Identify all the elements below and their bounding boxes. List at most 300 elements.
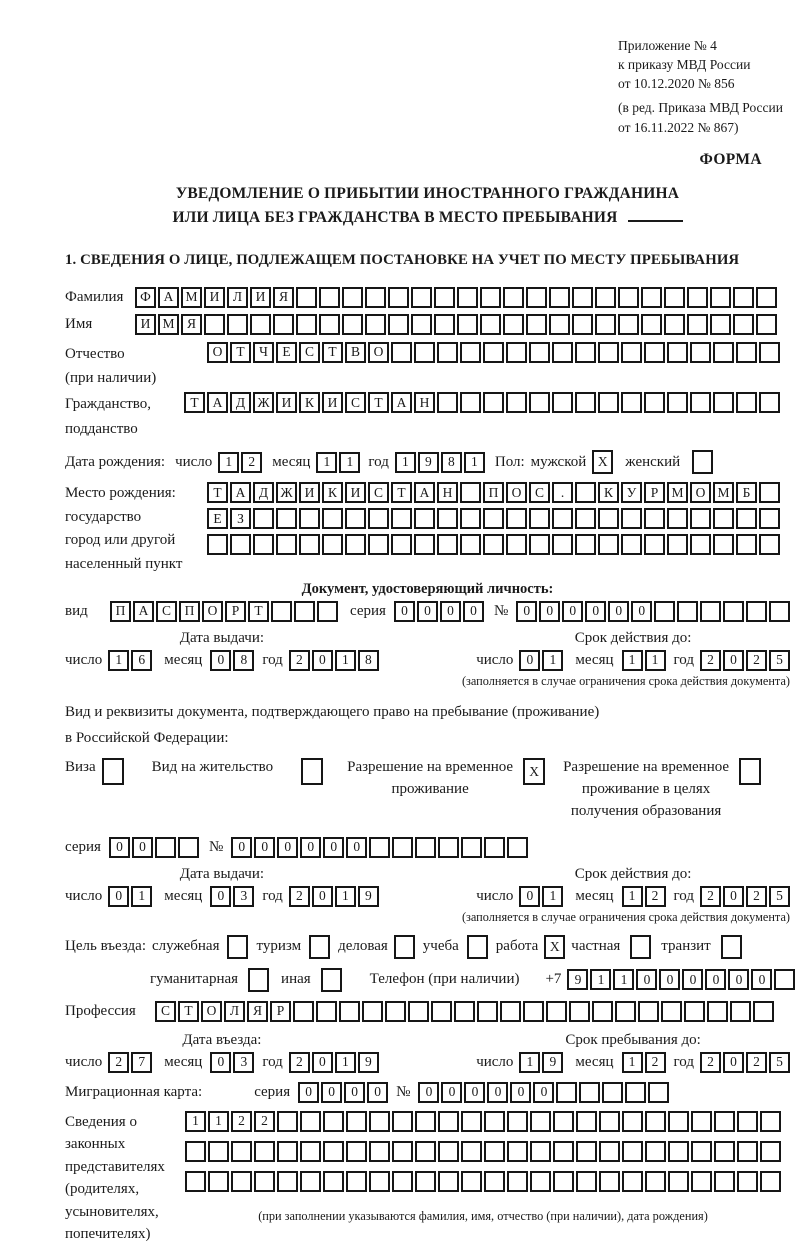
form-cell: Е — [207, 508, 228, 529]
form-cell — [598, 342, 619, 363]
name-row — [65, 314, 790, 335]
form-cell — [759, 508, 780, 529]
form-cell — [411, 287, 432, 308]
form-cell — [707, 1001, 728, 1022]
form-cell: 0 — [323, 837, 344, 858]
form-cell — [339, 1001, 360, 1022]
form-cell: Т — [230, 342, 251, 363]
form-cell — [484, 1171, 505, 1192]
purpose-business-label: деловая — [338, 938, 388, 954]
form-cell: П — [110, 601, 131, 622]
form-cell — [391, 342, 412, 363]
form-cell: 0 — [109, 837, 130, 858]
day-label: число — [175, 453, 213, 470]
form-cell: 3 — [233, 1052, 254, 1073]
form-cell — [461, 837, 482, 858]
form-cell: 5 — [769, 1052, 790, 1073]
form-cell — [598, 534, 619, 555]
year-label: год — [673, 651, 694, 668]
form-cell — [321, 968, 342, 992]
form-cell: 8 — [358, 650, 379, 671]
form-cell: Ч — [253, 342, 274, 363]
temp-permit-checkbox — [523, 758, 545, 785]
expiry-date-group — [476, 866, 790, 907]
form-cell: 2 — [746, 886, 767, 907]
sex-male-checkbox — [592, 450, 613, 474]
form-cell — [204, 314, 225, 335]
phone-cells — [567, 969, 795, 990]
form-cell — [277, 1171, 298, 1192]
form-cell: 1 — [395, 452, 416, 473]
form-cell — [365, 314, 386, 335]
form-cell — [592, 1001, 613, 1022]
form-title-line2: ИЛИ ЛИЦА БЕЗ ГРАЖДАНСТВА В МЕСТО ПРЕБЫВАНИЯ — [65, 206, 790, 230]
form-cell: X — [544, 935, 565, 959]
form-cell: О — [202, 601, 223, 622]
identity-doc-header: Документ, удостоверяющий личность: — [301, 580, 554, 597]
form-cell — [645, 1171, 666, 1192]
form-cell — [530, 1171, 551, 1192]
form-cell — [248, 968, 269, 992]
form-cell — [690, 534, 711, 555]
form-cell: 2 — [254, 1111, 275, 1132]
form-cell — [388, 314, 409, 335]
form-cell: 0 — [312, 886, 333, 907]
form-cell — [345, 508, 366, 529]
form-cell: 0 — [519, 650, 540, 671]
restriction-note: (заполняется в случае ограничения срока действия документа) — [461, 673, 790, 688]
residence-doc-series-row — [65, 837, 790, 858]
form-cell — [484, 837, 505, 858]
form-cell — [668, 1141, 689, 1162]
form-cell: С — [345, 392, 366, 413]
form-cell: И — [204, 287, 225, 308]
form-cell: М — [181, 287, 202, 308]
series-label: серия — [254, 1083, 291, 1100]
appendix-line: к приказу МВД России — [618, 57, 751, 73]
form-cell: 2 — [746, 650, 767, 671]
form-cell — [414, 508, 435, 529]
series-label: серия — [65, 838, 101, 855]
form-cell — [641, 287, 662, 308]
form-cell: 2 — [289, 1052, 310, 1073]
stay-month-cells — [622, 1052, 666, 1073]
form-cell — [530, 1141, 551, 1162]
form-cell: Я — [247, 1001, 268, 1022]
identity-doc-row — [65, 601, 790, 622]
form-cell — [736, 342, 757, 363]
form-cell: 0 — [231, 837, 252, 858]
form-cell — [296, 287, 317, 308]
form-cell: 0 — [298, 1082, 319, 1103]
form-cell — [461, 1111, 482, 1132]
form-cell: 0 — [108, 886, 129, 907]
form-cell — [692, 450, 713, 474]
profession-label: Профессия — [65, 1002, 136, 1019]
form-cell: 2 — [231, 1111, 252, 1132]
form-cell: 7 — [131, 1052, 152, 1073]
form-cell — [503, 287, 524, 308]
form-cell — [457, 314, 478, 335]
form-cell: 1 — [622, 886, 643, 907]
doc-kind-label: вид — [65, 602, 88, 619]
representatives-row3 — [185, 1171, 781, 1192]
form-cell — [507, 1141, 528, 1162]
day-label: число — [476, 887, 514, 904]
purpose-transit-label: транзит — [661, 938, 711, 954]
residence-permit-label: Вид на жительство — [151, 759, 274, 776]
purpose-transit-checkbox — [721, 935, 742, 959]
form-cell: X — [523, 758, 545, 785]
form-cell — [622, 1111, 643, 1132]
form-cell: 1 — [622, 1052, 643, 1073]
form-cell — [759, 482, 780, 503]
form-cell — [346, 1141, 367, 1162]
form-cell — [523, 1001, 544, 1022]
day-label: число — [65, 1053, 103, 1070]
form-cell — [529, 508, 550, 529]
form-cell: 0 — [519, 886, 540, 907]
form-cell — [438, 837, 459, 858]
form-cell — [460, 534, 481, 555]
form-cell — [598, 392, 619, 413]
purpose-private-checkbox — [630, 935, 651, 959]
form-cell — [644, 342, 665, 363]
res-expiry-day-cells — [519, 886, 563, 907]
form-cell — [484, 1111, 505, 1132]
number-label: № — [493, 602, 509, 619]
day-label: число — [476, 1053, 514, 1070]
form-cell: 0 — [254, 837, 275, 858]
form-cell: К — [322, 482, 343, 503]
form-cell — [710, 314, 731, 335]
form-cell — [437, 534, 458, 555]
appendix-line: (в ред. Приказа МВД России — [618, 100, 783, 116]
form-cell: 0 — [533, 1082, 554, 1103]
surname-label: Фамилия — [65, 288, 124, 305]
form-cell: 0 — [723, 1052, 744, 1073]
form-cell: 0 — [394, 601, 415, 622]
birth-place-block — [65, 482, 790, 577]
form-cell — [480, 287, 501, 308]
form-cell — [621, 342, 642, 363]
form-cell: 0 — [321, 1082, 342, 1103]
form-cell: 1 — [335, 886, 356, 907]
form-word-label: ФОРМА — [699, 150, 762, 168]
form-cell — [526, 314, 547, 335]
citizenship-cells — [184, 392, 780, 413]
patronymic-cells — [207, 342, 780, 363]
form-cell — [690, 342, 711, 363]
form-cell: И — [250, 287, 271, 308]
form-cell — [346, 1171, 367, 1192]
form-cell: Е — [276, 342, 297, 363]
form-cell: О — [506, 482, 527, 503]
birth-place-row1 — [207, 482, 780, 503]
birth-place-cells — [207, 482, 780, 555]
form-cell: У — [621, 482, 642, 503]
form-cell: 0 — [277, 837, 298, 858]
form-cell: 0 — [210, 650, 231, 671]
form-cell: 2 — [700, 1052, 721, 1073]
form-cell: 0 — [210, 886, 231, 907]
purpose-business-checkbox — [394, 935, 415, 959]
form-cell — [575, 482, 596, 503]
form-cell: М — [158, 314, 179, 335]
form-cell — [667, 392, 688, 413]
form-cell — [677, 601, 698, 622]
form-cell: М — [713, 482, 734, 503]
sex-label: Пол: — [494, 453, 525, 470]
form-cell — [323, 1111, 344, 1132]
form-cell: 1 — [185, 1111, 206, 1132]
form-title — [65, 182, 790, 230]
form-cell — [753, 1001, 774, 1022]
form-cell — [437, 392, 458, 413]
form-cell: 6 — [131, 650, 152, 671]
form-cell: 0 — [751, 969, 772, 990]
form-cell — [392, 1141, 413, 1162]
form-cell: Н — [414, 392, 435, 413]
form-cell: И — [276, 392, 297, 413]
form-cell — [457, 287, 478, 308]
form-title-line1: УВЕДОМЛЕНИЕ О ПРИБЫТИИ ИНОСТРАННОГО ГРАЖДАНИНА — [175, 184, 680, 202]
patronymic-row — [65, 342, 790, 391]
form-cell: 0 — [367, 1082, 388, 1103]
form-cell: 1 — [519, 1052, 540, 1073]
form-cell — [231, 1141, 252, 1162]
year-label: год — [673, 887, 694, 904]
form-cell: Ф — [135, 287, 156, 308]
form-cell — [721, 935, 742, 959]
form-cell — [759, 342, 780, 363]
year-label: год — [673, 1053, 694, 1070]
form-cell: 1 — [335, 1052, 356, 1073]
form-cell — [276, 534, 297, 555]
form-cell — [369, 837, 390, 858]
form-cell: 0 — [441, 1082, 462, 1103]
form-cell — [572, 314, 593, 335]
form-cell — [253, 508, 274, 529]
form-cell: К — [299, 392, 320, 413]
representatives-row1 — [185, 1111, 781, 1132]
form-cell — [553, 1141, 574, 1162]
day-label: число — [65, 651, 103, 668]
form-cell — [300, 1141, 321, 1162]
form-cell — [769, 601, 790, 622]
form-cell — [530, 1111, 551, 1132]
form-cell — [319, 314, 340, 335]
form-cell — [296, 314, 317, 335]
form-cell — [227, 935, 248, 959]
entry-date-title: Дата въезда: — [182, 1031, 262, 1048]
form-cell — [599, 1141, 620, 1162]
issue-day-cells — [108, 650, 152, 671]
form-cell — [595, 314, 616, 335]
form-cell — [549, 314, 570, 335]
form-cell — [691, 1111, 712, 1132]
purpose-work-label: работа — [495, 938, 539, 954]
form-cell — [622, 1171, 643, 1192]
form-cell — [575, 534, 596, 555]
form-cell: 1 — [622, 650, 643, 671]
form-cell — [760, 1141, 781, 1162]
form-cell: Д — [230, 392, 251, 413]
representatives-row2 — [185, 1141, 781, 1162]
form-cell — [684, 1001, 705, 1022]
form-cell — [691, 1171, 712, 1192]
form-cell — [507, 837, 528, 858]
form-cell: 0 — [659, 969, 680, 990]
form-cell — [713, 342, 734, 363]
surname-cells — [135, 287, 777, 308]
purpose-official-checkbox — [227, 935, 248, 959]
purpose-humanitarian-checkbox — [248, 968, 269, 992]
form-cell: Т — [178, 1001, 199, 1022]
form-cell — [687, 287, 708, 308]
form-cell — [438, 1141, 459, 1162]
form-cell — [507, 1111, 528, 1132]
month-label: месяц — [575, 651, 614, 668]
doc-number-cells — [516, 601, 790, 622]
form-cell — [691, 1141, 712, 1162]
form-cell: 2 — [289, 650, 310, 671]
day-label: число — [65, 887, 103, 904]
phone-prefix: +7 — [545, 971, 562, 987]
form-cell — [503, 314, 524, 335]
month-label: месяц — [164, 1053, 203, 1070]
form-cell — [622, 1141, 643, 1162]
day-label: число — [476, 651, 514, 668]
form-cell — [207, 534, 228, 555]
form-cell — [385, 1001, 406, 1022]
form-cell — [576, 1141, 597, 1162]
purpose-other-label: иная — [281, 971, 311, 987]
form-cell — [414, 342, 435, 363]
representatives-cells — [185, 1111, 781, 1224]
form-cell — [277, 1141, 298, 1162]
form-cell — [667, 508, 688, 529]
form-cell — [300, 1171, 321, 1192]
form-cell — [756, 314, 777, 335]
form-cell — [391, 508, 412, 529]
form-cell — [480, 314, 501, 335]
form-cell: 2 — [746, 1052, 767, 1073]
number-label: № — [208, 838, 224, 855]
form-cell — [316, 1001, 337, 1022]
form-cell — [438, 1111, 459, 1132]
res-issue-day-cells — [108, 886, 152, 907]
form-cell: Ж — [253, 392, 274, 413]
form-cell — [415, 1111, 436, 1132]
form-cell: 0 — [464, 1082, 485, 1103]
form-cell: 0 — [631, 601, 652, 622]
issue-date-group — [65, 866, 379, 907]
form-cell: 0 — [300, 837, 321, 858]
residence-doc-types — [65, 757, 790, 822]
form-cell: П — [179, 601, 200, 622]
form-cell — [253, 534, 274, 555]
form-cell — [576, 1171, 597, 1192]
expiry-year-cells — [700, 650, 790, 671]
form-cell: 1 — [645, 650, 666, 671]
form-cell — [690, 508, 711, 529]
form-cell: А — [158, 287, 179, 308]
form-cell: К — [598, 482, 619, 503]
form-cell — [737, 1141, 758, 1162]
issue-date-group — [65, 630, 379, 671]
form-cell — [668, 1171, 689, 1192]
form-cell: 9 — [418, 452, 439, 473]
form-cell — [394, 935, 415, 959]
expiry-day-cells — [519, 650, 563, 671]
form-cell: 9 — [542, 1052, 563, 1073]
form-cell: 0 — [608, 601, 629, 622]
form-cell — [299, 508, 320, 529]
purpose-work-checkbox — [544, 935, 565, 959]
form-cell — [760, 1171, 781, 1192]
form-cell: Р — [644, 482, 665, 503]
year-label: год — [262, 1053, 283, 1070]
form-cell: Т — [391, 482, 412, 503]
entry-purpose-row1 — [65, 935, 790, 959]
form-cell: 0 — [132, 837, 153, 858]
form-cell — [625, 1082, 646, 1103]
birth-date-row — [65, 450, 790, 474]
form-cell: А — [133, 601, 154, 622]
form-cell — [575, 508, 596, 529]
migration-series-cells — [298, 1082, 388, 1103]
form-cell — [733, 287, 754, 308]
form-cell: С — [299, 342, 320, 363]
form-cell — [415, 1171, 436, 1192]
form-cell: С — [368, 482, 389, 503]
form-cell — [362, 1001, 383, 1022]
form-cell — [301, 758, 323, 785]
form-cell — [664, 314, 685, 335]
form-cell — [714, 1171, 735, 1192]
form-cell — [414, 534, 435, 555]
month-label: месяц — [272, 453, 311, 470]
form-cell — [369, 1171, 390, 1192]
citizenship-label: Гражданство, подданство — [65, 396, 152, 437]
year-label: год — [262, 651, 283, 668]
form-cell: О — [368, 342, 389, 363]
form-cell — [713, 534, 734, 555]
form-cell: Л — [224, 1001, 245, 1022]
birth-day-cells — [218, 452, 262, 473]
form-cell — [546, 1001, 567, 1022]
form-cell — [365, 287, 386, 308]
identity-doc-dates — [65, 630, 790, 671]
form-cell — [317, 601, 338, 622]
form-cell — [322, 508, 343, 529]
form-cell: 0 — [723, 886, 744, 907]
form-cell — [178, 837, 199, 858]
form-cell — [391, 534, 412, 555]
residence-permit-checkbox — [301, 758, 323, 785]
form-cell: 5 — [769, 650, 790, 671]
form-cell: 2 — [645, 1052, 666, 1073]
form-cell: X — [592, 450, 613, 474]
form-cell — [319, 287, 340, 308]
form-cell — [529, 534, 550, 555]
expiry-date-title: Срок действия до: — [574, 865, 692, 882]
issue-month-cells — [210, 650, 254, 671]
form-cell: О — [207, 342, 228, 363]
form-cell: 1 — [590, 969, 611, 990]
entry-year-cells — [289, 1052, 379, 1073]
